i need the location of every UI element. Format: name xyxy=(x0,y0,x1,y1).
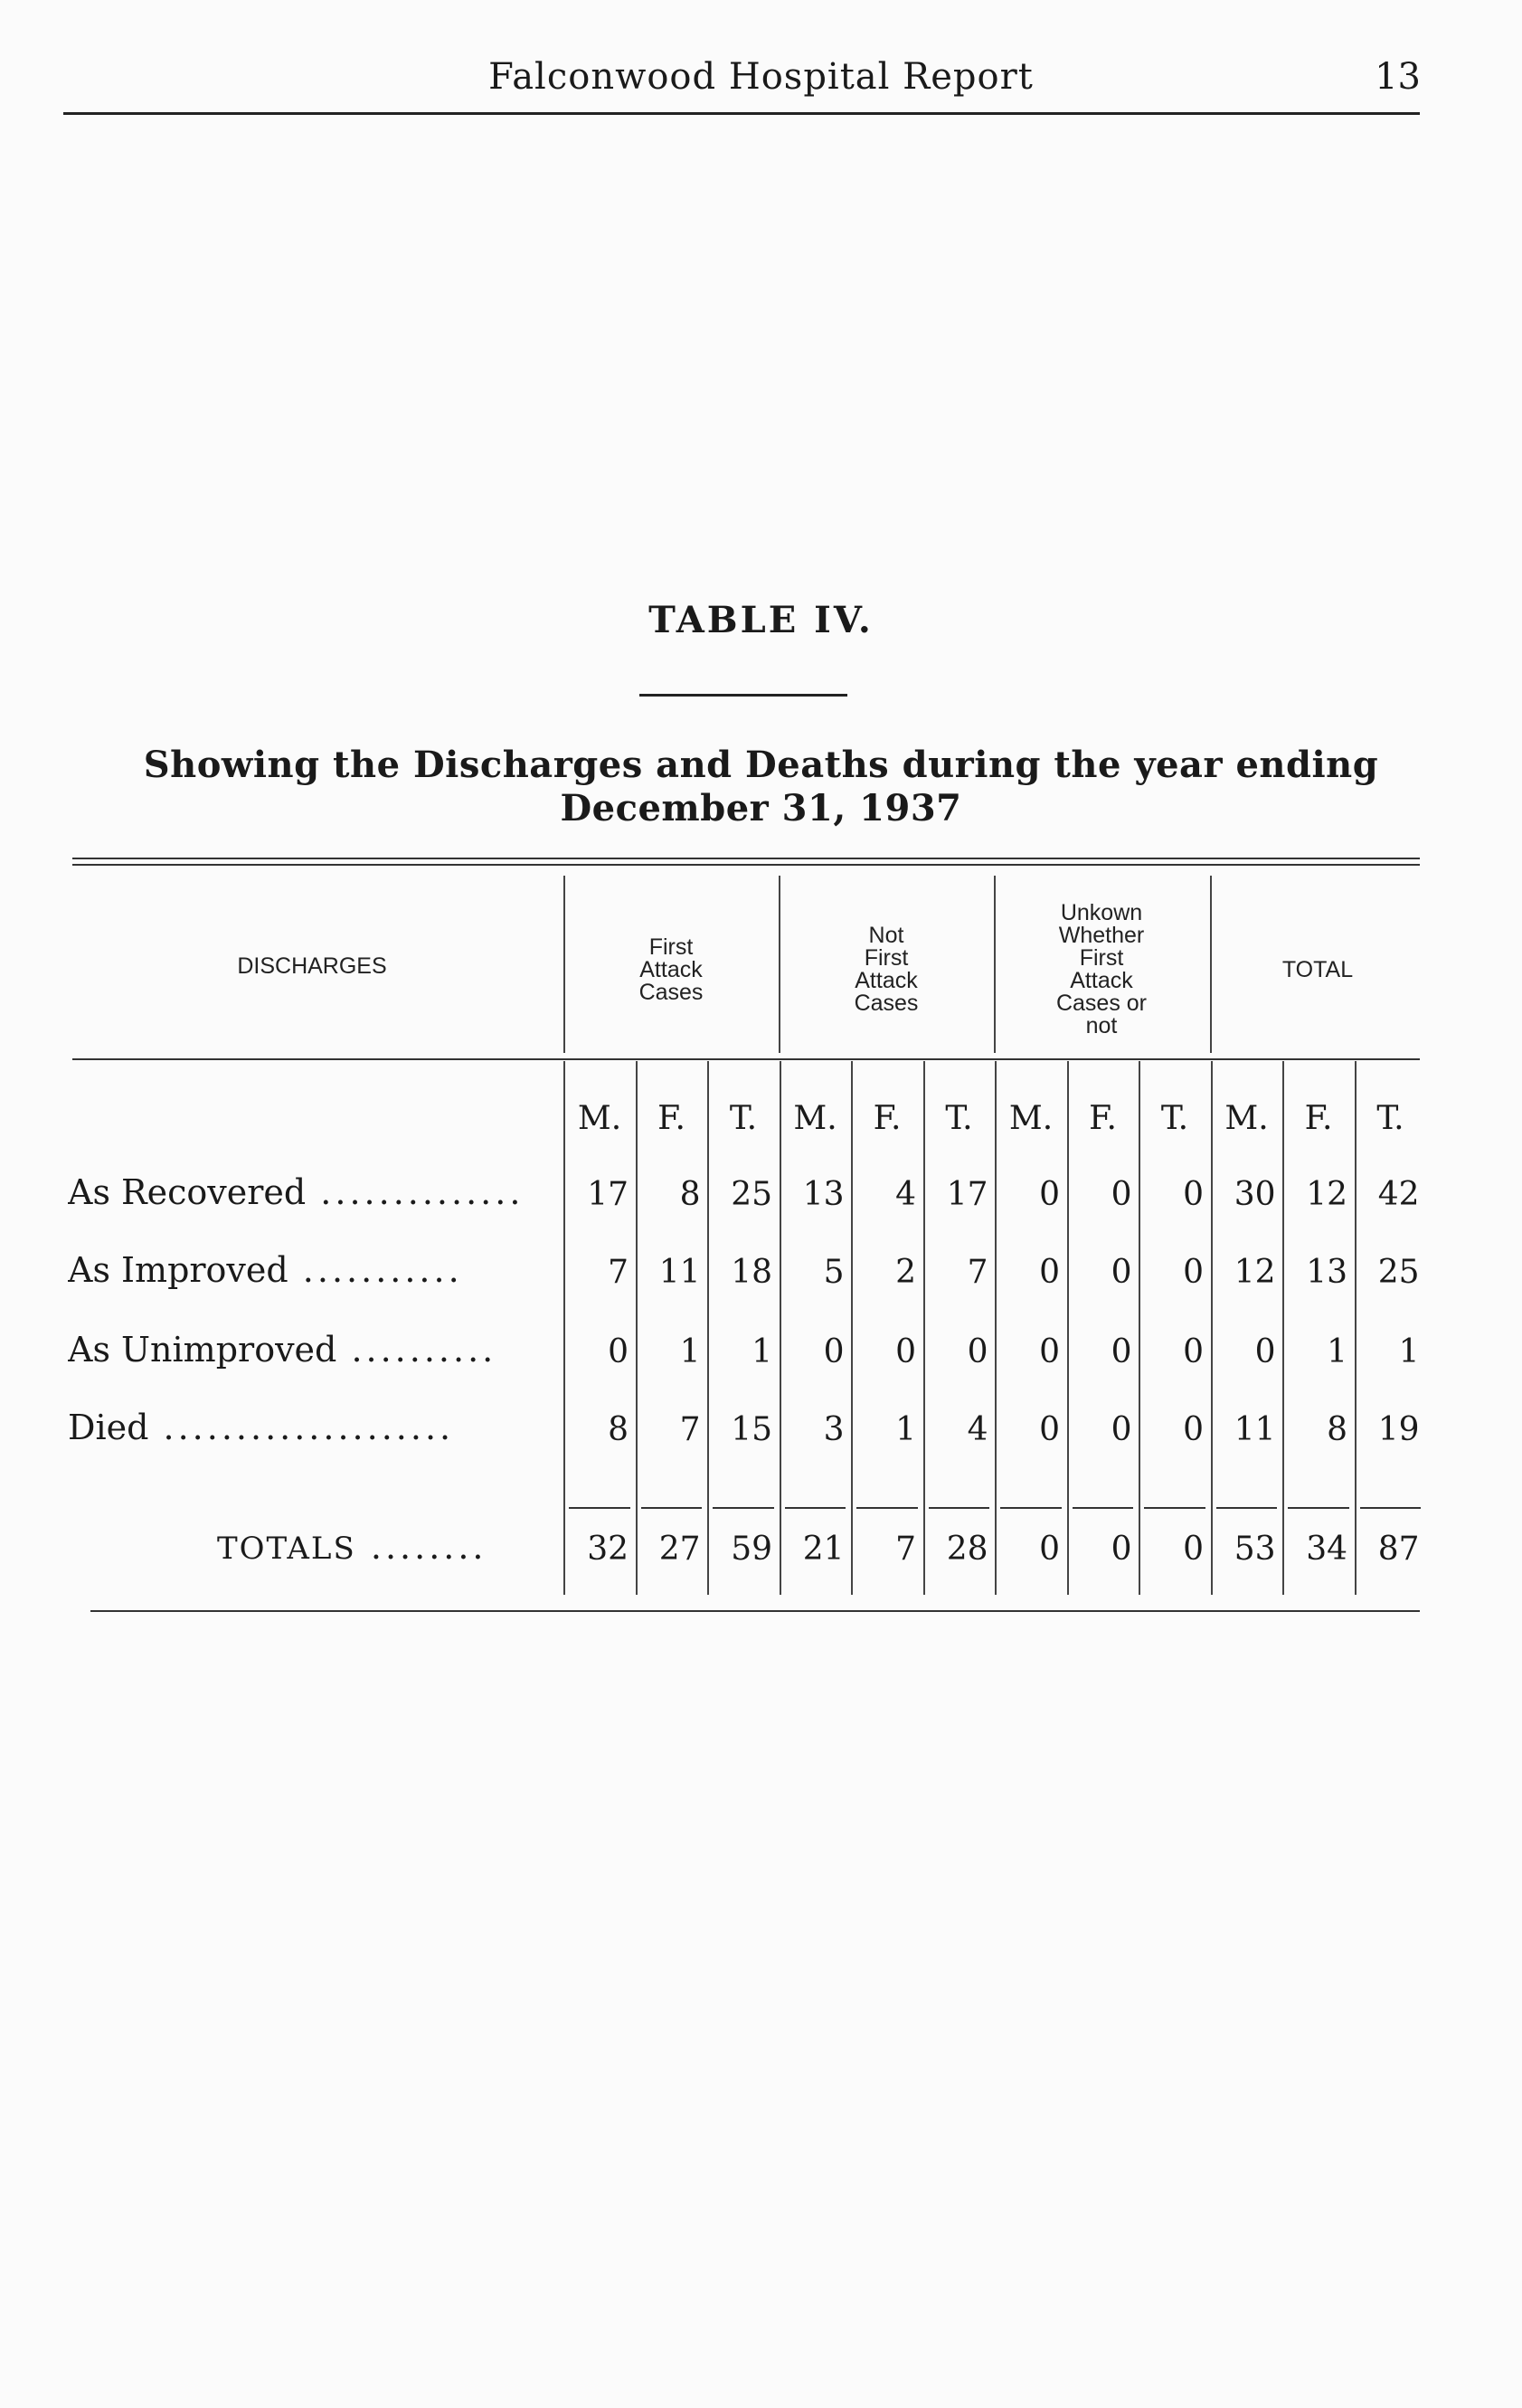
table-cell: 4 xyxy=(967,1411,988,1448)
column-divider xyxy=(851,1061,853,1595)
sub-column-header: F. xyxy=(657,1100,685,1137)
group-divider xyxy=(563,876,565,1053)
table-cell: 12 xyxy=(1306,1176,1347,1213)
table-cell: 25 xyxy=(1377,1254,1420,1291)
row-label-text: As Unimproved xyxy=(68,1330,337,1370)
sub-column-header: T. xyxy=(945,1100,973,1137)
table-top-rule xyxy=(72,858,1420,859)
totals-cell: 0 xyxy=(1183,1531,1204,1568)
column-divider xyxy=(780,1061,781,1595)
sub-column-header: T. xyxy=(1160,1100,1189,1137)
table-cell: 2 xyxy=(895,1254,916,1291)
table-top-rule-2 xyxy=(72,864,1420,866)
totals-rule-segment xyxy=(641,1507,703,1509)
totals-rule-segment xyxy=(1000,1507,1062,1509)
group-header-line: First xyxy=(1079,945,1124,971)
totals-rule-segment xyxy=(785,1507,846,1509)
subtitle-line-1: Showing the Discharges and Deaths during the year ending xyxy=(143,744,1379,786)
sub-column-header: T. xyxy=(729,1100,758,1137)
totals-rule-segment xyxy=(569,1507,630,1509)
totals-rule-segment xyxy=(929,1507,990,1509)
group-header-line: First xyxy=(864,945,909,971)
totals-label-text: TOTALS xyxy=(217,1531,356,1567)
table-cell: 0 xyxy=(1111,1176,1132,1213)
sub-column-header: F. xyxy=(1304,1100,1333,1137)
group-header-line: Attack xyxy=(639,956,703,982)
sub-column-header: M. xyxy=(1008,1100,1054,1137)
table-cell: 1 xyxy=(752,1333,772,1370)
column-divider xyxy=(1355,1061,1357,1595)
group-header-line: First xyxy=(648,934,694,960)
column-divider xyxy=(995,1061,997,1595)
table-cell: 0 xyxy=(1183,1333,1204,1370)
table-cell: 18 xyxy=(731,1254,772,1291)
table-cell: 12 xyxy=(1234,1254,1276,1291)
group-header-line: TOTAL xyxy=(1281,956,1354,982)
group-header-line: Attack xyxy=(855,968,918,993)
leader-dots: .................... xyxy=(148,1408,455,1447)
table-cell: 1 xyxy=(679,1333,701,1370)
group-header-2 xyxy=(782,924,990,1015)
table-cell: 0 xyxy=(1111,1254,1132,1291)
table-cell: 15 xyxy=(731,1411,772,1448)
sub-column-header: M. xyxy=(793,1100,837,1137)
totals-rule-segment xyxy=(713,1507,774,1509)
table-cell: 11 xyxy=(1234,1411,1276,1448)
totals-cell: 59 xyxy=(731,1531,772,1568)
group-header-line: Unkown xyxy=(1060,900,1143,925)
group-header-3 xyxy=(997,902,1205,1038)
sub-column-header: M. xyxy=(577,1100,622,1137)
table-title: TABLE IV. xyxy=(648,599,874,641)
table-bottom-rule xyxy=(90,1610,1420,1612)
totals-cell: 87 xyxy=(1377,1531,1420,1568)
page-header-title: Falconwood Hospital Report xyxy=(488,56,1034,98)
group-header-line: Attack xyxy=(1070,968,1133,993)
group-header-line: Whether xyxy=(1058,923,1145,948)
table-cell: 17 xyxy=(587,1176,629,1213)
stub-header: DISCHARGES xyxy=(237,953,387,979)
row-label-text: Died xyxy=(68,1408,149,1447)
table-cell: 5 xyxy=(823,1254,845,1291)
table-cell: 0 xyxy=(1111,1333,1132,1370)
table-cell: 0 xyxy=(895,1333,916,1370)
table-cell: 0 xyxy=(1111,1411,1132,1448)
row-label xyxy=(68,1408,561,1447)
table-cell: 0 xyxy=(608,1333,629,1370)
table-cell: 8 xyxy=(608,1411,629,1448)
totals-cell: 32 xyxy=(587,1531,629,1568)
table-cell: 30 xyxy=(1234,1176,1276,1213)
table-subtitle xyxy=(0,744,1522,830)
table-cell: 13 xyxy=(1306,1254,1347,1291)
page-number: 13 xyxy=(1375,56,1421,98)
column-divider xyxy=(563,1061,565,1595)
totals-rule-segment xyxy=(1073,1507,1134,1509)
row-label xyxy=(68,1330,561,1370)
sub-column-header: F. xyxy=(1089,1100,1117,1137)
group-header-4 xyxy=(1214,956,1422,982)
table-cell: 0 xyxy=(1254,1333,1276,1370)
table-cell: 19 xyxy=(1377,1411,1420,1448)
totals-rule-segment xyxy=(856,1507,918,1509)
totals-cell: 0 xyxy=(1039,1531,1060,1568)
leader-dots: ........ xyxy=(355,1527,487,1567)
leader-dots: .............. xyxy=(306,1172,525,1212)
table-cell: 0 xyxy=(1039,1411,1060,1448)
table-cell: 0 xyxy=(1183,1254,1204,1291)
column-divider xyxy=(1211,1061,1213,1595)
totals-rule-segment xyxy=(1288,1507,1349,1509)
table-cell: 42 xyxy=(1377,1176,1420,1213)
row-label-text: As Improved xyxy=(68,1250,288,1290)
totals-cell: 21 xyxy=(802,1531,845,1568)
table-cell: 11 xyxy=(658,1254,701,1291)
table-cell: 17 xyxy=(946,1176,988,1213)
table-cell: 7 xyxy=(679,1411,701,1448)
group-header-rule xyxy=(72,1058,1420,1060)
table-cell: 13 xyxy=(802,1176,845,1213)
group-header-line: Cases or xyxy=(1055,991,1148,1016)
table-cell: 8 xyxy=(679,1176,701,1213)
row-label xyxy=(68,1172,561,1212)
column-divider xyxy=(923,1061,925,1595)
totals-rule-segment xyxy=(1144,1507,1205,1509)
group-header-1 xyxy=(567,936,775,1004)
column-divider xyxy=(636,1061,638,1595)
sub-column-header: M. xyxy=(1224,1100,1269,1137)
table-cell: 0 xyxy=(1039,1333,1060,1370)
row-label-text: As Recovered xyxy=(68,1172,307,1212)
group-header-line: Cases xyxy=(854,991,919,1016)
totals-rule-segment xyxy=(1360,1507,1422,1509)
group-divider xyxy=(994,876,996,1053)
totals-label xyxy=(217,1527,561,1567)
table-cell: 0 xyxy=(823,1333,845,1370)
table-cell: 0 xyxy=(967,1333,988,1370)
sub-column-header: T. xyxy=(1376,1100,1404,1137)
group-header-line: not xyxy=(1085,1013,1118,1038)
totals-cell: 34 xyxy=(1306,1531,1347,1568)
totals-cell: 0 xyxy=(1111,1531,1132,1568)
table-cell: 7 xyxy=(967,1254,988,1291)
table-cell: 1 xyxy=(1398,1333,1420,1370)
table-cell: 0 xyxy=(1183,1411,1204,1448)
leader-dots: ........... xyxy=(288,1250,463,1290)
totals-cell: 7 xyxy=(895,1531,916,1568)
table-cell: 0 xyxy=(1039,1176,1060,1213)
totals-cell: 53 xyxy=(1234,1531,1276,1568)
group-divider xyxy=(779,876,780,1053)
table-cell: 8 xyxy=(1327,1411,1347,1448)
totals-cell: 27 xyxy=(658,1531,701,1568)
totals-rule-segment xyxy=(1216,1507,1278,1509)
leader-dots: .......... xyxy=(336,1330,497,1370)
table-cell: 0 xyxy=(1183,1176,1204,1213)
group-divider xyxy=(1210,876,1212,1053)
table-cell: 3 xyxy=(823,1411,845,1448)
table-cell: 4 xyxy=(895,1176,916,1213)
group-header-line: Cases xyxy=(638,979,704,1005)
table-cell: 7 xyxy=(608,1254,629,1291)
table-cell: 25 xyxy=(731,1176,772,1213)
table-cell: 1 xyxy=(895,1411,916,1448)
sub-column-header: F. xyxy=(873,1100,902,1137)
column-divider xyxy=(1067,1061,1069,1595)
column-divider xyxy=(707,1061,709,1595)
column-divider xyxy=(1282,1061,1284,1595)
totals-cell: 28 xyxy=(946,1531,988,1568)
row-label xyxy=(68,1250,561,1290)
column-divider xyxy=(1139,1061,1140,1595)
subtitle-line-2: December 31, 1937 xyxy=(560,787,962,830)
discharges-table xyxy=(68,858,1420,1617)
header-rule xyxy=(63,112,1420,115)
table-cell: 1 xyxy=(1327,1333,1347,1370)
table-cell: 0 xyxy=(1039,1254,1060,1291)
group-header-line: Not xyxy=(868,923,904,948)
title-rule xyxy=(639,694,847,697)
